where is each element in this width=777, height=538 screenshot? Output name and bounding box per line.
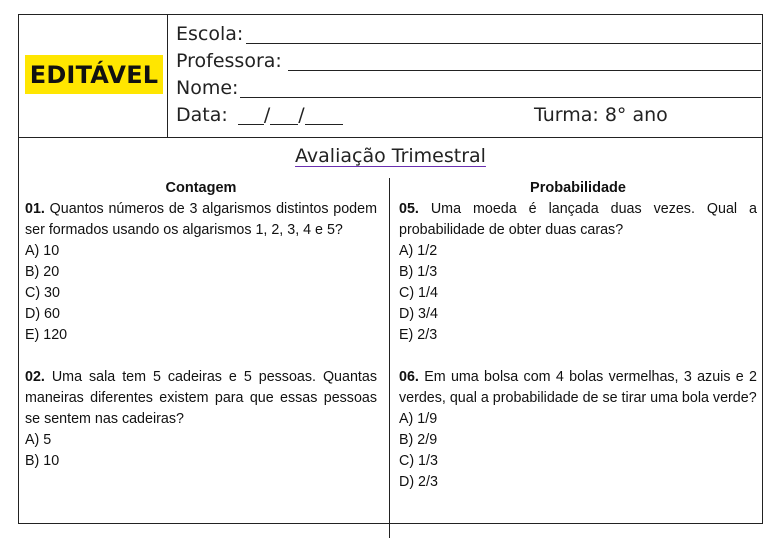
- question-06-option[interactable]: B) 2/9: [399, 432, 438, 448]
- school-label: Escola:: [176, 23, 244, 45]
- question-01-number: 01.: [25, 201, 45, 217]
- name-field[interactable]: [176, 75, 761, 102]
- student-info-fields: [176, 21, 761, 129]
- left-column: [25, 178, 377, 472]
- question-06-option[interactable]: C) 1/3: [399, 453, 438, 469]
- question-05-text: Uma moeda é lançada duas vezes. Qual a probabilidade de obter duas caras?: [399, 201, 757, 238]
- question-01-option[interactable]: D) 60: [25, 306, 60, 322]
- teacher-line: [288, 70, 761, 71]
- question-06-option[interactable]: A) 1/9: [399, 411, 438, 427]
- date-day-line: [238, 104, 264, 125]
- name-line: [240, 97, 761, 98]
- date-month-line: [270, 104, 298, 125]
- date-sep-1: /: [263, 104, 271, 126]
- date-field[interactable]: [176, 102, 761, 129]
- question-01-text: Quantos números de 3 algarismos distintos podem ser formados usando os algarismos 1, 2, 3, 4 e 5?: [25, 201, 377, 238]
- question-05-option[interactable]: E) 2/3: [399, 327, 438, 343]
- name-label: Nome:: [176, 77, 239, 99]
- school-line: [246, 43, 761, 44]
- question-06-number: 06.: [399, 369, 419, 385]
- question-02-option[interactable]: B) 10: [25, 453, 60, 469]
- question-02-text: Uma sala tem 5 cadeiras e 5 pessoas. Quantas maneiras diferentes existem para que essas pessoas se sentem nas cadeiras?: [25, 369, 377, 427]
- date-year-line: [305, 104, 343, 125]
- question-05-option[interactable]: B) 1/3: [399, 264, 438, 280]
- exam-sheet: [18, 14, 763, 524]
- question-05-option[interactable]: C) 1/4: [399, 285, 438, 301]
- date-sep-2: /: [298, 104, 305, 126]
- question-02: [25, 367, 377, 430]
- exam-header: [19, 15, 762, 138]
- right-column: [399, 178, 757, 493]
- question-05-option[interactable]: D) 3/4: [399, 306, 438, 322]
- question-05: [399, 199, 757, 241]
- question-01-option[interactable]: B) 20: [25, 264, 60, 280]
- question-01: [25, 199, 377, 241]
- question-05-number: 05.: [399, 201, 419, 217]
- school-field[interactable]: [176, 21, 761, 48]
- section-heading-probabilidade: Probabilidade: [530, 180, 626, 196]
- badge-cell: [19, 15, 168, 137]
- teacher-field[interactable]: [176, 48, 761, 75]
- question-02-number: 02.: [25, 369, 45, 385]
- spacer: [399, 346, 757, 367]
- spacer: [25, 346, 377, 367]
- section-heading-contagem: Contagem: [165, 180, 237, 196]
- column-divider: [389, 178, 390, 538]
- question-06-option[interactable]: D) 2/3: [399, 474, 438, 490]
- question-01-option[interactable]: C) 30: [25, 285, 60, 301]
- date-label: Data:: [176, 104, 228, 126]
- question-01-option[interactable]: A) 10: [25, 243, 60, 259]
- exam-title: [19, 145, 762, 167]
- editable-badge: EDITÁVEL: [25, 55, 163, 94]
- teacher-label: Professora:: [176, 50, 282, 72]
- question-06-text: Em uma bolsa com 4 bolas vermelhas, 3 azuis e 2 verdes, qual a probabilidade de se tirar uma bola verde?: [399, 369, 757, 406]
- exam-title-text: Avaliação Trimestral: [295, 145, 486, 167]
- question-02-option[interactable]: A) 5: [25, 432, 52, 448]
- question-05-option[interactable]: A) 1/2: [399, 243, 438, 259]
- question-06: [399, 367, 757, 409]
- class-label: Turma: 8° ano: [534, 104, 668, 126]
- question-01-option[interactable]: E) 120: [25, 327, 68, 343]
